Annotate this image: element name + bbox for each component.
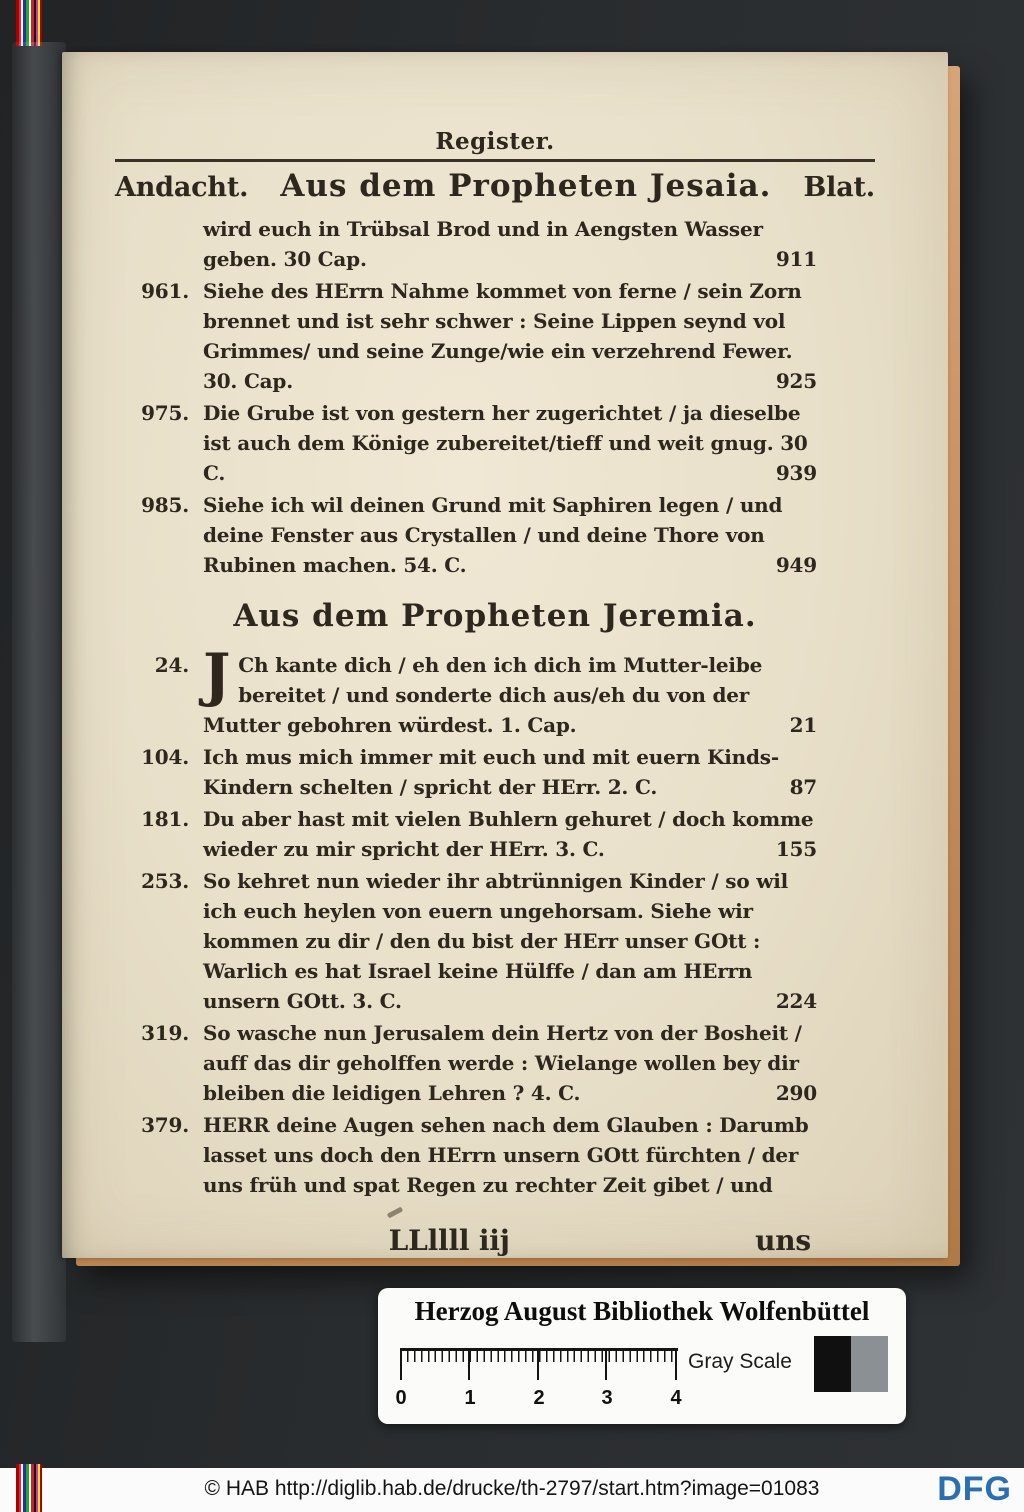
entry-page-ref: 155 xyxy=(775,837,817,861)
column-header-blat: Blat. xyxy=(803,172,875,203)
entry-body-text: So wasche nun Jerusalem dein Hertz von der Bosheit / auff das dir geholffen werde : Wielange wollen bey dir bleiben die leidigen Lehren ? 4. C. xyxy=(203,1021,802,1105)
ruler-number: 0 xyxy=(395,1387,407,1409)
entry-number: 961. xyxy=(141,279,189,303)
ruler-number: 3 xyxy=(601,1387,613,1409)
index-entry xyxy=(115,398,817,488)
copyright-url-text: © HAB http://diglib.hab.de/drucke/th-2797/start.htm?image=01083 xyxy=(204,1477,820,1500)
index-entry xyxy=(115,214,817,274)
library-name-label: Herzog August Bibliothek Wolfenbüttel xyxy=(414,1296,870,1326)
index-entry xyxy=(115,804,817,864)
index-entry xyxy=(115,276,817,396)
page-content xyxy=(115,128,875,1257)
entry-page-ref: 911 xyxy=(775,247,817,271)
column-header-andacht: Andacht. xyxy=(115,172,249,203)
entry-body-text: HERR deine Augen sehen nach dem Glauben : Darumb lasset uns doch den HErrn unsern GOtt fürchten / der uns früh und spat Regen zu rechter Zeit gibet / und xyxy=(203,1113,809,1197)
entry-body-text: Du aber hast mit vielen Buhlern gehuret / doch komme wieder zu mir spricht der HErr. 3. C. xyxy=(203,807,814,861)
entry-page-ref: 939 xyxy=(775,461,817,485)
entry-body-text: Ch kante dich / eh den ich dich im Mutter-leibe bereitet / und sonderte dich aus/eh du von der Mutter gebohren würdest. 1. Cap. xyxy=(203,653,763,737)
index-entry xyxy=(115,742,817,802)
section-title-jesaia: Aus dem Propheten Jesaia. xyxy=(280,168,772,204)
index-entry xyxy=(115,866,817,1016)
entry-number xyxy=(115,214,203,274)
entry-text xyxy=(203,276,817,396)
ruler-major-tick xyxy=(537,1348,539,1380)
jesaia-entries xyxy=(115,214,817,580)
entry-body-text: Die Grube ist von gestern her zugerichtet / ja dieselbe ist auch dem Könige zubereitet/tieff und weit gnug. 30 C. xyxy=(203,401,808,485)
entry-body-text: Ich mus mich immer mit euch und mit euern Kinds-Kindern schelten / spricht der HErr. 2. C. xyxy=(203,745,779,799)
ruler-number: 4 xyxy=(670,1387,682,1409)
index-entry xyxy=(115,641,817,740)
entry-page-ref: 87 xyxy=(789,775,817,799)
ruler-major-tick xyxy=(468,1348,470,1380)
entry-page-ref: 224 xyxy=(775,989,817,1013)
entry-number: 24. xyxy=(154,653,189,677)
entry-text xyxy=(203,742,817,802)
color-calibration-strip-bottom xyxy=(16,1464,42,1512)
entry-number: 379. xyxy=(141,1113,189,1137)
entry-text xyxy=(203,804,817,864)
entry-page-ref: 949 xyxy=(775,553,817,577)
centimeter-ruler xyxy=(395,1348,682,1409)
ruler-major-tick xyxy=(400,1348,402,1380)
book-page xyxy=(62,52,948,1258)
black-swatch xyxy=(814,1336,851,1392)
running-head: Register. xyxy=(435,128,555,155)
section-title-jeremia: Aus dem Propheten Jeremia. xyxy=(233,598,757,634)
entry-number: 104. xyxy=(141,745,189,769)
entry-text xyxy=(203,214,817,274)
ruler-major-tick xyxy=(605,1348,607,1380)
entry-page-ref: 290 xyxy=(775,1081,817,1105)
gray-swatch xyxy=(851,1336,888,1392)
signature-row xyxy=(115,1224,875,1257)
ruler-major-tick xyxy=(675,1348,677,1380)
header-rule xyxy=(115,159,875,162)
index-entry xyxy=(115,1110,817,1200)
entry-body-text: Siehe des HErrn Nahme kommet von ferne / sein Zorn brennet und ist sehr schwer : Seine Lippen seynd vol Grimmes/ und seine Zunge/wie ein verzehrend Fewer. 30. Cap. xyxy=(203,279,802,393)
column-headers xyxy=(115,168,875,204)
ruler-number: 2 xyxy=(533,1387,545,1409)
entry-text xyxy=(203,398,817,488)
library-ruler-card xyxy=(378,1288,906,1424)
tissue-guard xyxy=(12,42,66,1342)
entry-page-ref: 21 xyxy=(789,713,817,737)
copyright-bar xyxy=(0,1468,1024,1512)
jeremia-entries xyxy=(115,641,817,1200)
index-entry xyxy=(115,1018,817,1108)
drop-cap-initial: J xyxy=(203,641,231,709)
entry-body-text: Siehe ich wil deinen Grund mit Saphiren legen / und deine Fenster aus Crystallen / und deine Thore von Rubinen machen. 54. C. xyxy=(203,493,783,577)
gray-scale-label: Gray Scale xyxy=(688,1350,792,1373)
entry-text xyxy=(203,641,817,740)
entry-number: 985. xyxy=(141,493,189,517)
entry-number: 319. xyxy=(141,1021,189,1045)
entry-body-text: wird euch in Trübsal Brod und in Aengsten Wasser geben. 30 Cap. xyxy=(203,217,763,271)
entry-number: 253. xyxy=(141,869,189,893)
entry-number: 975. xyxy=(141,401,189,425)
entry-text xyxy=(203,1110,817,1200)
catchword: uns xyxy=(755,1224,811,1257)
entry-page-ref: 925 xyxy=(775,369,817,393)
color-calibration-strip-top xyxy=(16,0,42,46)
dfg-logo: DFG xyxy=(937,1470,1012,1508)
entry-text xyxy=(203,1018,817,1108)
entry-body-text: So kehret nun wieder ihr abtrünnigen Kinder / so wil ich euch heylen von euern ungehorsam. Siehe wir kommen zu dir / den du bist der HErr unser GOtt : Warlich es hat Israel keine Hülffe / dan am HErrn unsern GOtt. 3. C. xyxy=(203,869,789,1013)
entry-number: 181. xyxy=(141,807,189,831)
entry-text xyxy=(203,490,817,580)
gathering-signature: LLllll iij xyxy=(388,1224,510,1257)
gray-scale-swatch xyxy=(814,1336,888,1392)
index-entry xyxy=(115,490,817,580)
entry-text xyxy=(203,866,817,1016)
ruler-number: 1 xyxy=(464,1387,476,1409)
